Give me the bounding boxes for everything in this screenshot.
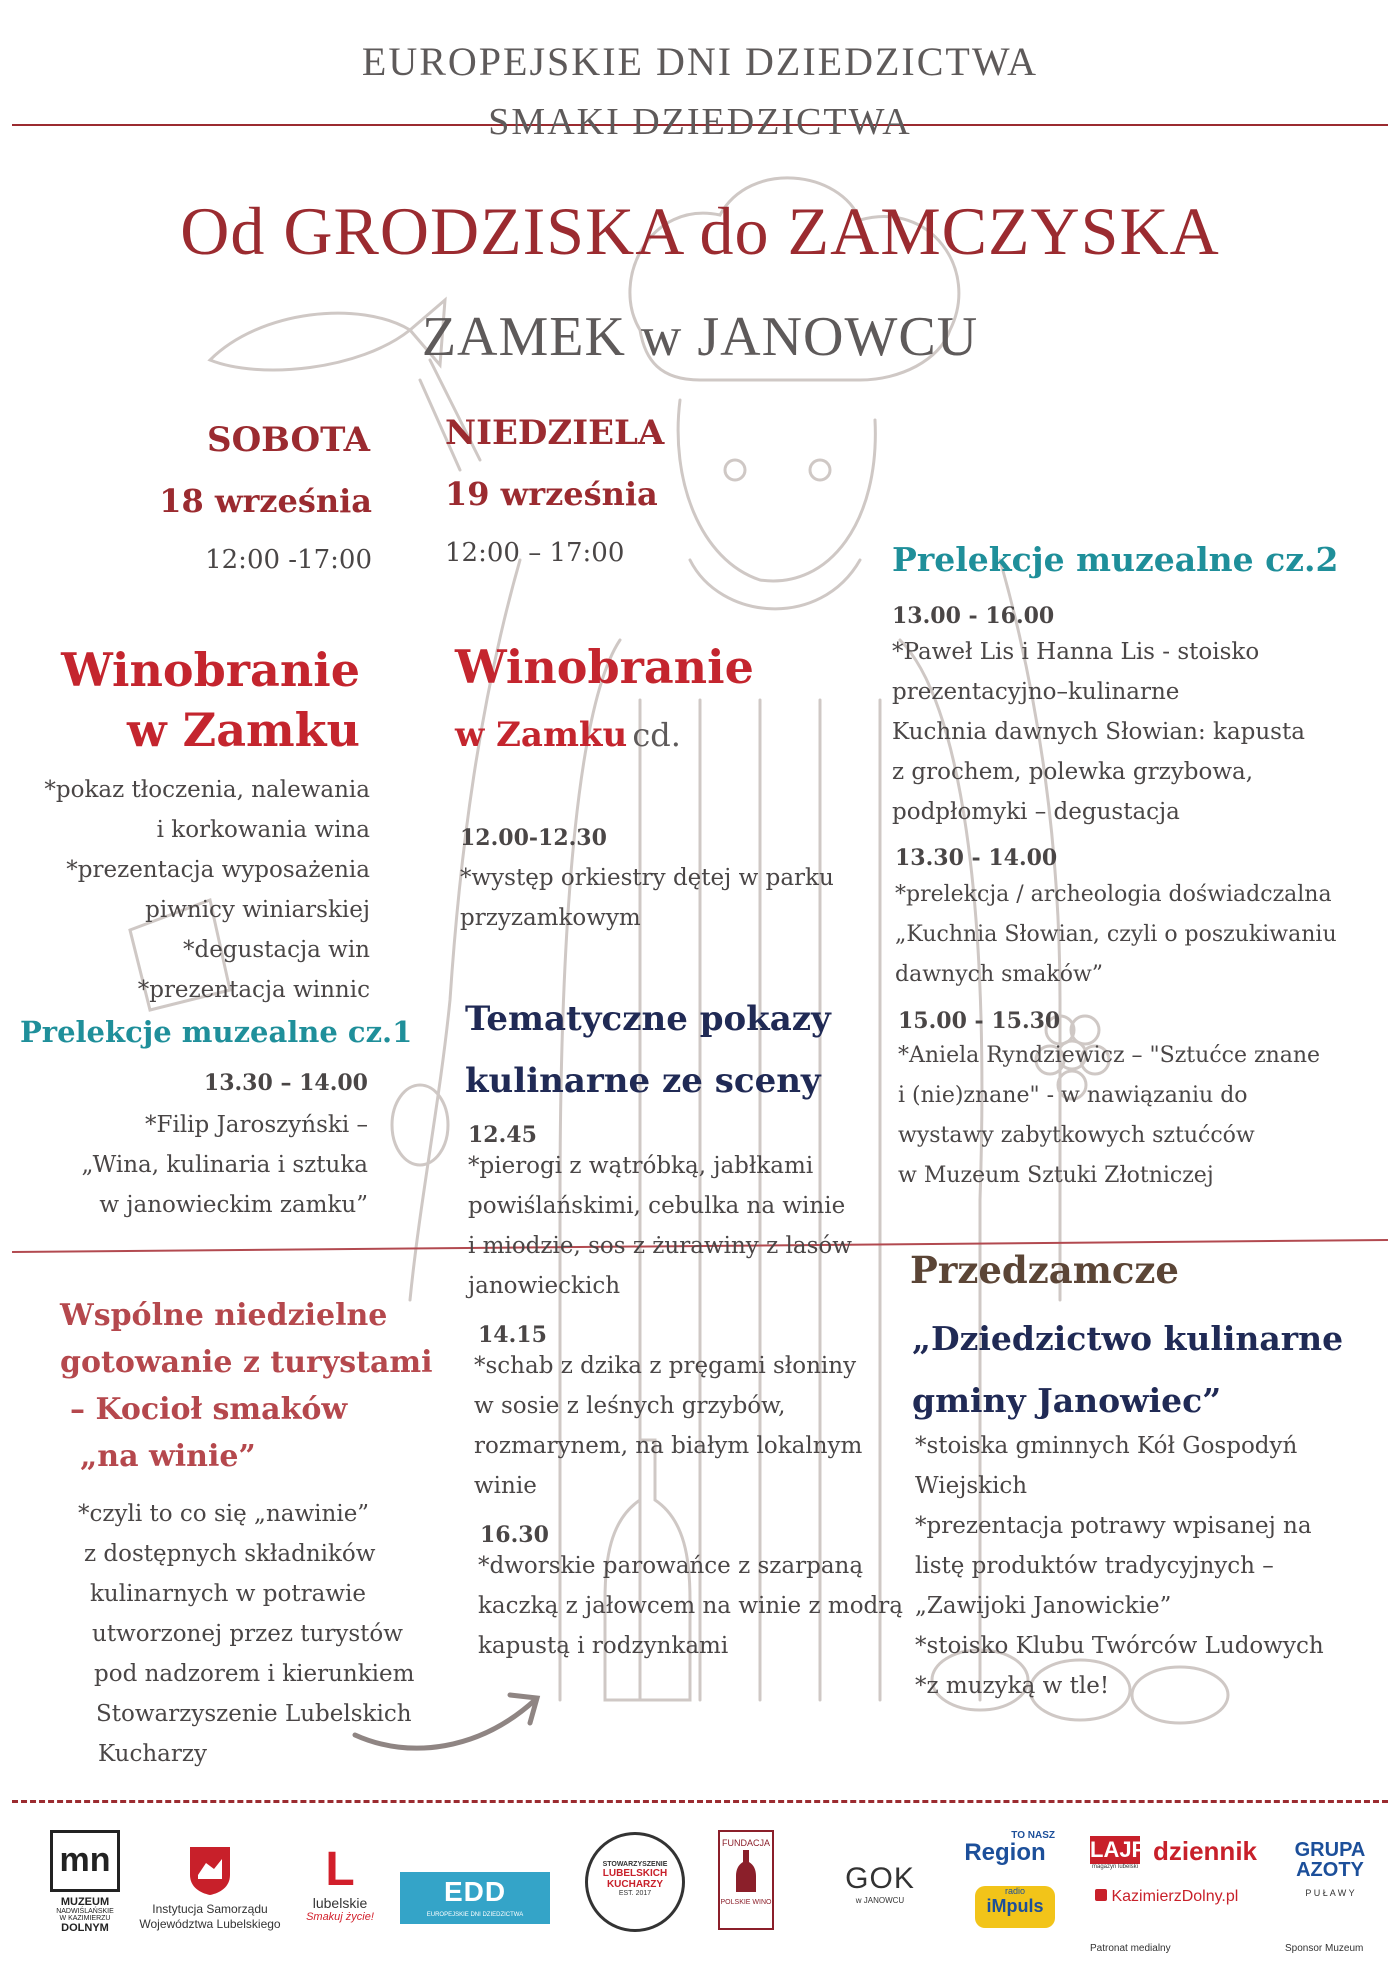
museum-logo — [50, 1830, 120, 1934]
header-line-1: EUROPEJSKIE DNI DZIEDZICTWA — [361, 39, 1039, 84]
wine-foundation-name: FUNDACJA — [721, 1838, 770, 1848]
lubelskie-name: lubelskie — [312, 1895, 368, 1911]
col2-shows-title — [465, 988, 831, 1112]
region-gov-logo — [130, 1845, 290, 1932]
col1-cooking-title-line: gotowanie z turystami — [60, 1345, 433, 1380]
col1-lecture-time: 13.30 – 14.00 — [203, 1070, 368, 1096]
col2-orchestra-time: 12.00-12.30 — [460, 825, 607, 851]
list-item: winie — [474, 1473, 537, 1499]
list-item: *schab z dzika z pręgami słoniny — [474, 1353, 857, 1379]
lubelskie-tagline: Smakuj życie! — [306, 1911, 374, 1923]
region-to-nasz: TO NASZ — [1011, 1830, 1055, 1841]
col3-heritage-title-line-1: „Dziedzictwo kulinarne — [912, 1319, 1344, 1358]
col3-text-1 — [892, 632, 1305, 832]
list-item: *Filip Jaroszyński – — [145, 1112, 368, 1138]
pulawy-label: P U Ł A W Y — [1305, 1888, 1355, 1898]
sunday-label: NIEDZIELA — [445, 413, 665, 453]
col2-show1-text — [468, 1146, 852, 1306]
col3-heritage-text — [915, 1426, 1324, 1706]
header-line-2: SMAKI DZIEDZICTWA — [488, 101, 912, 143]
gok-subtitle: w JANOWCU — [855, 1896, 905, 1905]
kazimierz-logo — [1095, 1888, 1265, 1906]
col3-text-3 — [898, 1036, 1320, 1196]
sunday-hours: 12:00 – 17:00 — [445, 538, 625, 568]
col2-shows-title-line-1: Tematyczne pokazy — [465, 999, 831, 1039]
grupa-azoty-logo — [1285, 1840, 1375, 1898]
museum-mark: mn — [50, 1830, 120, 1892]
footer-rule — [12, 1800, 1388, 1803]
list-item: i (nie)znane" - w nawiązaniu do — [898, 1083, 1248, 1108]
col3-time-1: 13.00 - 16.00 — [892, 603, 1055, 629]
list-item: kapustą i rodzynkami — [478, 1633, 729, 1659]
list-item: Kuchnia dawnych Słowian: kapusta — [892, 719, 1305, 745]
list-item: powiślańskimi, cebulka na winie — [468, 1193, 846, 1219]
col3-przedzamcze-title: Przedzamcze — [910, 1248, 1179, 1292]
list-item: kaczką z jałowcem na winie z modrą — [478, 1593, 903, 1619]
col1-lecture-text — [40, 1105, 368, 1225]
list-item: *prezentacja potrawy wpisanej na — [915, 1513, 1312, 1539]
edd-subtitle: EUROPEJSKIE DNI DZIEDZICTWA — [426, 1912, 524, 1918]
col2-show2-text — [474, 1346, 862, 1506]
chefs-est: EST. 2017 — [618, 1890, 652, 1897]
chefs-name: STOWARZYSZENIE — [602, 1861, 668, 1868]
wine-foundation-logo — [718, 1830, 774, 1930]
list-item: rozmarynem, na białym lokalnym — [474, 1433, 863, 1459]
kazimierz-icon — [1095, 1889, 1107, 1901]
list-item: *prezentacja winnic — [137, 977, 370, 1003]
col1-wine-list — [20, 770, 370, 1010]
dziennik-logo — [1150, 1836, 1260, 1866]
sponsor-label: Sponsor Muzeum — [1285, 1943, 1364, 1954]
col2-show2-time: 14.15 — [478, 1322, 547, 1348]
edd-logo — [400, 1872, 550, 1924]
grupa-mark: GRUPA — [1294, 1839, 1366, 1861]
list-item: *pokaz tłoczenia, nalewania — [44, 777, 370, 803]
sunday-date: 19 września — [445, 475, 658, 513]
gok-logo — [825, 1862, 935, 1905]
list-item: i miodzie, sos z żurawiny z lasów — [468, 1233, 852, 1259]
list-item: *stoiska gminnych Kół Gospodyń — [915, 1433, 1298, 1459]
chefs-name: LUBELSKICH — [602, 1868, 668, 1879]
region-gov-name: Instytucja Samorządu — [152, 1902, 268, 1916]
museum-name: DOLNYM — [61, 1922, 109, 1934]
shield-icon — [188, 1845, 232, 1897]
col3-text-2 — [895, 875, 1337, 995]
col3-heritage-title — [912, 1308, 1343, 1432]
region-logo — [955, 1830, 1055, 1865]
list-item: *występ orkiestry dętej w parku — [460, 865, 834, 891]
col1-cooking-title-line: „na winie” — [80, 1439, 256, 1474]
col2-orchestra-text — [460, 858, 834, 938]
col2-wine-title-line-1: Winobranie — [455, 640, 754, 694]
col2-wine-title-line-2: w Zamku — [455, 715, 628, 755]
radio-impuls-logo — [975, 1886, 1055, 1928]
azoty-mark: AZOTY — [1296, 1859, 1364, 1881]
chefs-association-logo — [585, 1832, 685, 1932]
list-item: Kucharzy — [98, 1741, 208, 1767]
list-item: dawnych smaków” — [895, 962, 1104, 987]
col2-shows-title-line-2: kulinarne ze sceny — [465, 1061, 821, 1101]
list-item: piwnicy winiarskiej — [145, 897, 370, 923]
list-item: „Wina, kulinaria i sztuka — [81, 1152, 368, 1178]
col1-cooking-title-line: Wspólne niedzielne — [60, 1298, 388, 1333]
event-venue: ZAMEK w JANOWCU — [421, 306, 979, 368]
museum-name: NADWIŚLAŃSKIE — [56, 1908, 114, 1915]
list-item: *Aniela Ryndziewicz – "Sztućce znane — [898, 1043, 1321, 1068]
list-item: *prezentacja wyposażenia — [66, 857, 370, 883]
list-item: *Paweł Lis i Hanna Lis - stoisko — [892, 639, 1260, 665]
museum-name: W KAZIMIERZU — [59, 1915, 111, 1922]
lajf-mark: LAJF — [1090, 1837, 1145, 1862]
edd-mark: EDD — [443, 1876, 507, 1907]
gok-mark: GOK — [845, 1862, 915, 1895]
col1-wine-title — [40, 640, 360, 760]
list-item: i korkowania wina — [156, 817, 370, 843]
lajf-logo — [1090, 1836, 1145, 1870]
list-item: *dworskie parowańce z szarpaną — [478, 1553, 864, 1579]
list-item: „Zawijoki Janowickie” — [915, 1593, 1172, 1619]
col2-show1-time: 12.45 — [468, 1122, 537, 1148]
col1-wine-title-line-2: w Zamku — [127, 703, 360, 757]
saturday-date: 18 września — [159, 482, 372, 520]
col2-show3-text — [478, 1546, 903, 1666]
dziennik-mark: dziennik — [1152, 1836, 1257, 1866]
col1-cooking-title — [60, 1292, 433, 1480]
lubelskie-mark: L — [325, 1843, 355, 1896]
media-patronage-label: Patronat medialny — [1090, 1943, 1171, 1954]
chefs-name: KUCHARZY — [606, 1879, 664, 1890]
list-item: *pierogi z wątróbką, jabłkami — [468, 1153, 814, 1179]
col2-show3-time: 16.30 — [480, 1522, 549, 1548]
list-item: Wiejskich — [915, 1473, 1028, 1499]
kazimierz-name: KazimierzDolny.pl — [1111, 1888, 1239, 1905]
impuls-mark: iMpuls — [986, 1896, 1044, 1916]
col2-wine-cd: cd. — [632, 716, 681, 754]
list-item: *stoisko Klubu Twórców Ludowych — [915, 1633, 1324, 1659]
region-gov-name: Województwa Lubelskiego — [139, 1917, 281, 1931]
region-mark: Region — [964, 1839, 1046, 1866]
list-item: utworzonej przez turystów — [92, 1621, 403, 1647]
bottle-icon — [734, 1848, 758, 1894]
list-item: przyzamkowym — [460, 905, 641, 931]
event-title: Od GRODZISKA do ZAMCZYSKA — [180, 193, 1220, 269]
list-item: z grochem, polewka grzybowa, — [892, 759, 1254, 785]
list-item: *prelekcja / archeologia doświadczalna — [895, 882, 1332, 907]
list-item: podpłomyki – degustacja — [892, 799, 1180, 825]
list-item: listę produktów tradycyjnych – — [915, 1553, 1274, 1579]
list-item: wystawy zabytkowych sztućców — [898, 1123, 1255, 1148]
col3-time-2: 13.30 - 14.00 — [895, 845, 1058, 871]
lubelskie-logo — [295, 1845, 385, 1923]
col1-wine-title-line-1: Winobranie — [61, 643, 360, 697]
museum-name: MUZEUM — [60, 1896, 110, 1908]
col3-heritage-title-line-2: gminy Janowiec” — [912, 1381, 1222, 1420]
list-item: janowieckich — [468, 1273, 621, 1299]
col1-lecture-title: Prelekcje muzealne cz.1 — [20, 1015, 413, 1049]
list-item: *z muzyką w tle! — [915, 1673, 1110, 1699]
radio-label: radio — [1004, 1886, 1025, 1896]
list-item: w janowieckim zamku” — [99, 1192, 368, 1218]
wine-foundation-name: POLSKIE WINO — [720, 1899, 772, 1906]
col3-lecture-title: Prelekcje muzealne cz.2 — [892, 540, 1339, 579]
list-item: pod nadzorem i kierunkiem — [94, 1661, 415, 1687]
list-item: *degustacja win — [182, 937, 370, 963]
saturday-hours: 12:00 -17:00 — [205, 545, 372, 575]
list-item: kulinarnych w potrawie — [90, 1581, 366, 1607]
lajf-subtitle: magazyn lubelski — [1091, 1864, 1139, 1870]
col1-cooking-title-line: – Kocioł smaków — [70, 1392, 348, 1427]
col3-time-3: 15.00 - 15.30 — [898, 1008, 1061, 1034]
list-item: z dostępnych składników — [84, 1541, 376, 1567]
list-item: *czyli to co się „nawinie” — [78, 1501, 370, 1527]
saturday-label: SOBOTA — [207, 420, 370, 460]
col2-wine-title — [455, 715, 681, 755]
list-item: w sosie z leśnych grzybów, — [474, 1393, 786, 1419]
list-item: w Muzeum Sztuki Złotniczej — [898, 1163, 1214, 1188]
list-item: prezentacyjno–kulinarne — [892, 679, 1180, 705]
list-item: Stowarzyszenie Lubelskich — [96, 1701, 412, 1727]
list-item: „Kuchnia Słowian, czyli o poszukiwaniu — [895, 922, 1337, 947]
arrow-icon — [350, 1665, 550, 1755]
